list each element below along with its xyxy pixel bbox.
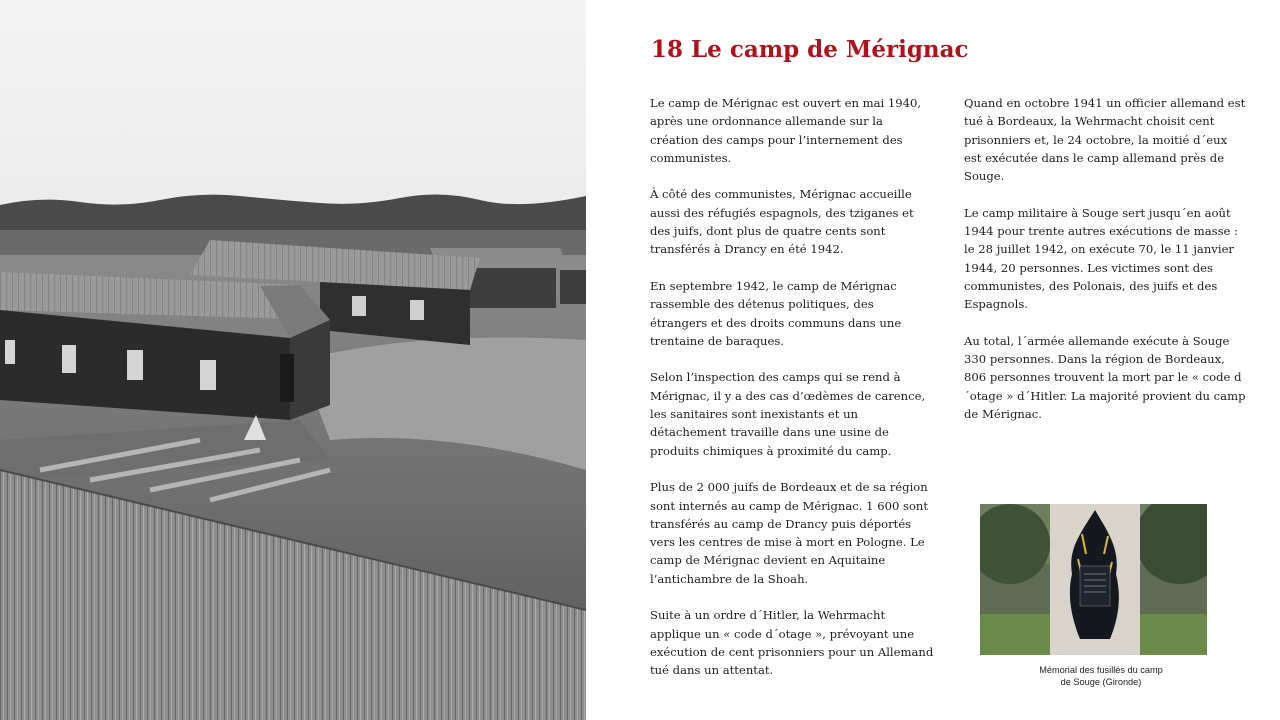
paragraph: Au total, l´armée allemande exécute à Souge 330 personnes. Dans la région de Bordeaux, 806 personnes trouvent la mort par le « code d´otage » d´Hitler. La majorité provient du camp de Mérignac. bbox=[964, 333, 1246, 422]
paragraph: Le camp militaire à Souge sert jusqu´en août 1944 pour trente autres exécutions de masse : le 28 juillet 1942, on exécute 70, le 11 janvier 1944, 20 personnes. Les victimes sont des communistes, des Polonais, des juifs et des Espagnols. bbox=[964, 205, 1238, 312]
memorial-photograph bbox=[980, 504, 1207, 655]
camp-photograph bbox=[0, 0, 586, 720]
left-text-column bbox=[650, 94, 934, 698]
right-text-column bbox=[964, 94, 1246, 442]
paragraph: À côté des communistes, Mérignac accueille aussi des réfugiés espagnols, des tziganes et des juifs, dont plus de quatre cents sont transférés à Drancy en été 1942. bbox=[650, 187, 914, 257]
paragraph: Suite à un ordre d´Hitler, la Wehrmacht applique un « code d´otage », prévoyant une exécution de cent prisonniers pour un Allemand tué dans un attentat. bbox=[650, 608, 934, 678]
paragraph: Selon l’inspection des camps qui se rend à Mérignac, il y a des cas d’œdèmes de carence, les sanitaires sont inexistants et un détachement travaille dans une usine de produits chimiques à proximité du camp. bbox=[650, 370, 926, 458]
page-title: 18 Le camp de Mérignac bbox=[651, 36, 969, 63]
caption-line: Mémorial des fusillés du camp bbox=[1039, 665, 1163, 675]
paragraph: Le camp de Mérignac est ouvert en mai 1940, après une ordonnance allemande sur la création des camps pour l’internement des communistes. bbox=[650, 96, 922, 165]
paragraph: Quand en octobre 1941 un officier allemand est tué à Bordeaux, la Wehrmacht choisit cent prisonniers et, le 24 octobre, la moitié d´eux est exécutée dans le camp allemand près de Souge. bbox=[964, 96, 1246, 184]
paragraph: Plus de 2 000 juifs de Bordeaux et de sa région sont internés au camp de Mérignac. 1 600 sont transférés au camp de Drancy puis déportés vers les centres de mise à mort en Pologne. Le camp de Mérignac devient en Aquitaine l’antichambre de la Shoah. bbox=[650, 480, 929, 586]
caption-line: de Souge (Gironde) bbox=[1060, 677, 1142, 687]
memorial-caption bbox=[1016, 664, 1186, 688]
paragraph: En septembre 1942, le camp de Mérignac rassemble des détenus politiques, des étrangers et des droits communs dans une trentaine de baraques. bbox=[650, 278, 902, 348]
